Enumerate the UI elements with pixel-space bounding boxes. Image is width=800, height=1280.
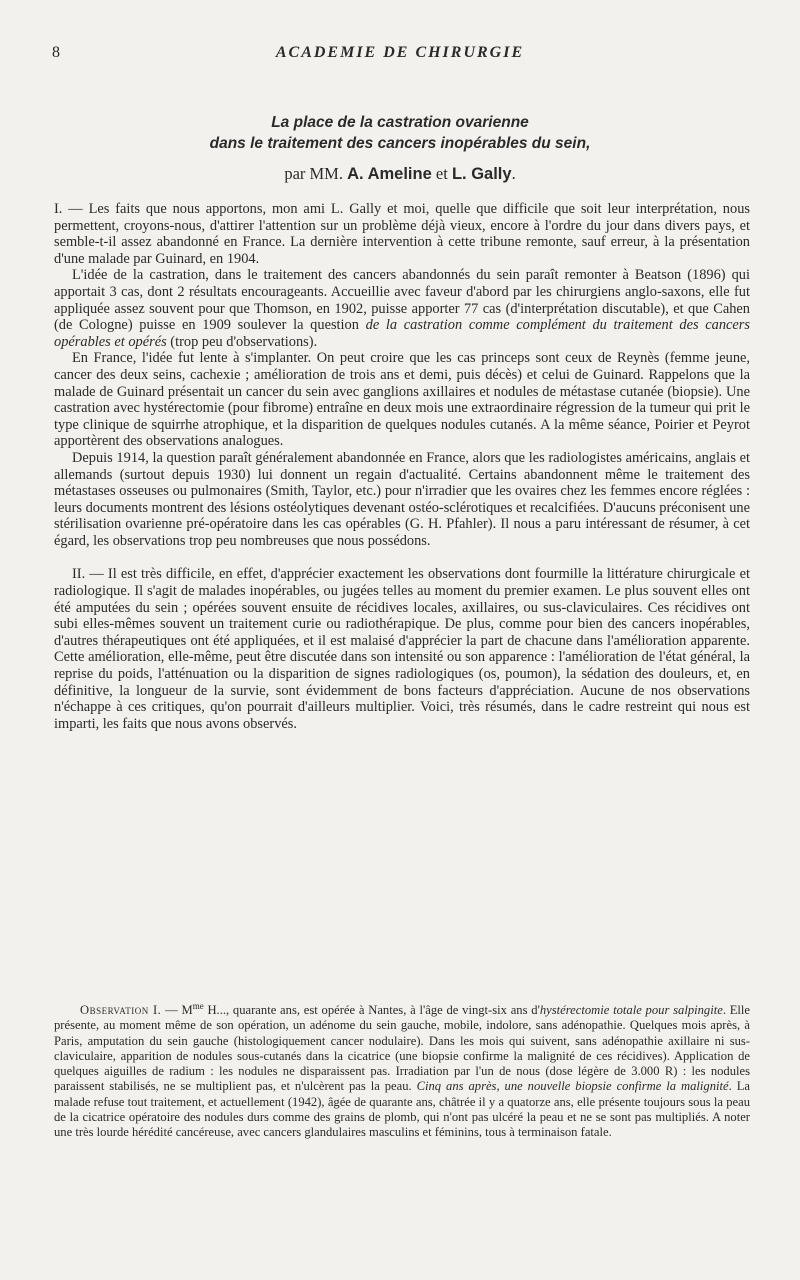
section-2-paragraph-1: II. — Il est très difficile, en effet, d'apprécier exactement les observations dont fourmille la littérature chirurgicale et radiologique. Il s'agit de malades inopérables, ou jugées telles au moment du premier examen. Le plus souvent elles ont été amputées du sein ; opérées souvent ensuite de récidives locales, axillaires, ou sus-claviculaires. Ces récidives ont subi elles-mêmes souvent un traitement curie ou radiothérapique. De plus, comme pour bien des cancers inopérables, d'autres thérapeutiques ont été appliquées, et il est malaisé d'apprécier la part de chacune dans l'amélioration apparente. Cette amélioration, elle-même, peut être discutée dans son intensité ou son apparence : l'amélioration de l'état général, la reprise du poids, l'atténuation ou la disparition de signes radiologiques (os, poumon), la sédation des douleurs, et, en définitive, la longueur de la survie, sont évidemment de bons facteurs d'appréciation. Aucune de nos observations n'échappe à ces critiques, qu'on pourrait d'ailleurs multiplier. Voici, très résumés, dans le cadre restreint qui nous est imparti, les faits que nous avons observés. bbox=[54, 566, 750, 732]
mme-superscript: me bbox=[192, 1001, 204, 1011]
article-title-line-2: dans le traitement des cancers inopérables du sein, bbox=[209, 135, 591, 152]
paragraph-2-text-b: (trop peu d'observations). bbox=[166, 333, 318, 350]
author-ameline: A. Ameline bbox=[347, 165, 432, 183]
section-1-paragraph-4: Depuis 1914, la question paraît généralement abandonnée en France, alors que les radiologistes américains, anglais et allemands (surtout depuis 1930) lui donnent un regain d'actualité. Certains abandonnent même le traitement des métastases osseuses ou pulmonaires (Smith, Taylor, etc.) pour n'irradier que les ovaires chez les femmes encore réglées : leurs documents montrent des lésions ostéolytiques devenant ostéo-sclérotiques et recalcifiées. D'aucuns préconisent une stérilisation ovarienne pré-opératoire dans les cas opérables (G. H. Pfahler). Il nous a paru intéressant de résumer, à cet égard, les observations trop peu nombreuses que nous possédons. bbox=[54, 449, 750, 549]
observation-emphasis-2: Cinq ans après, une nouvelle biopsie confirme la malignité bbox=[416, 1079, 729, 1094]
page-header bbox=[52, 44, 748, 68]
paragraph-2-emphasis: de la castration comme complément du traitement des cancers opérables et opérés bbox=[54, 317, 750, 350]
section-1-paragraph-1: I. — Les faits que nous apportons, mon ami L. Gally et moi, quelle que difficile que soit leur interprétation, nous permettent, croyons-nous, d'attirer l'attention sur un problème déjà vieux, encore à l'ordre du jour dans divers pays, et semble-t-il assez abandonné en France. La dernière intervention à cette tribune remonte, sauf erreur, à la présentation d'une malade par Guinard, en 1904. bbox=[54, 201, 750, 267]
observation-dash: — M bbox=[161, 1003, 193, 1017]
observation-emphasis-1: hystérectomie totale pour salpingite bbox=[539, 1003, 723, 1017]
observation-text-a: H..., quarante ans, est opérée à Nantes, à l'âge de vingt-six ans d' bbox=[203, 1003, 540, 1017]
authors-suffix: . bbox=[511, 164, 516, 183]
paragraph-2-text-a: L'idée de la castration, dans le traitement des cancers abandonnés du sein paraît remonter à Beatson (1896) qui apportait 3 cas, dont 2 résultats encourageants. Accueillie avec faveur d'abord par les chirurgiens anglo-saxons, elle fut appliquée assez souvent pour que Thomson, en 1902, puisse apporter 77 cas (d'interprétation discutable), et que Cahen (de Cologne) puisse en 1909 soulever la question bbox=[54, 267, 750, 334]
article-title-line-1: La place de la castration ovarienne bbox=[271, 114, 529, 131]
observation-text-c: . La malade refuse tout traitement, et actuellement (1942), âgée de quarante ans, châtrée il y a quatorze ans, elle présente toujours sous la peau de la cicatrice opératoire des nodules durs comme des grains de plomb, qui n'ont pas ulcéré la peau et ne se sont pas multipliés. A noter une très lourde hérédité cancéreuse, avec cancers glandulaires masculins et féminins, tous à terminaison fatale. bbox=[54, 1079, 750, 1140]
running-title: ACADEMIE DE CHIRURGIE bbox=[275, 44, 525, 61]
authors-prefix: par MM. bbox=[284, 164, 348, 183]
observation-label: Observation I. bbox=[80, 1003, 162, 1017]
article-title-block bbox=[52, 112, 748, 185]
author-gally: L. Gally bbox=[451, 165, 512, 183]
section-1-paragraph-2 bbox=[54, 267, 750, 350]
observation-text-b: . Elle présente, au moment même de son opération, un adénome du sein gauche, mobile, indolore, sans adénopathie. Quelques mois après, à Paris, amputation du sein gauche (histologiquement cancer nodulaire). Dans les mois qui suivent, sans adénopathie axillaire ni sus-claviculaire, apparition de nodules sous-cutanés dans la cicatrice (une biopsie confirme la malignité de ces récidives). Application de quelques aiguilles de radium : les nodules ne disparaissent pas. Irradiation par l'un de nous (dose légère de 3.000 R) : les nodules paraissent stabilisés, ne se multiplient pas, et n'ulcèrent pas la peau. bbox=[54, 1003, 751, 1094]
authors-line bbox=[52, 163, 748, 185]
authors-separator: et bbox=[431, 164, 452, 183]
section-1-paragraph-3: En France, l'idée fut lente à s'implanter. On peut croire que les cas princeps sont ceux de Reynès (femme jeune, cancer des deux seins, cachexie ; amélioration de trois ans et demi, puis décès) et celui de Guinard. Rappelons que la malade de Guinard présentait un cancer du sein avec ganglions axillaires et nodules de métastase cutanée (biopsie). Une castration avec hystérectomie (pour fibrome) entraîne en deux mois une extraordinaire régression de la tumeur qui prit le type clinique de squirrhe atrophique, et la disparition de quelques nodules cutanés. A la même séance, Poirier et Peyrot apportèrent des observations analogues. bbox=[54, 350, 750, 450]
article-body bbox=[54, 201, 750, 732]
observation-1 bbox=[54, 1003, 750, 1141]
observation-1-paragraph bbox=[54, 1003, 750, 1141]
page-number: 8 bbox=[52, 44, 60, 61]
